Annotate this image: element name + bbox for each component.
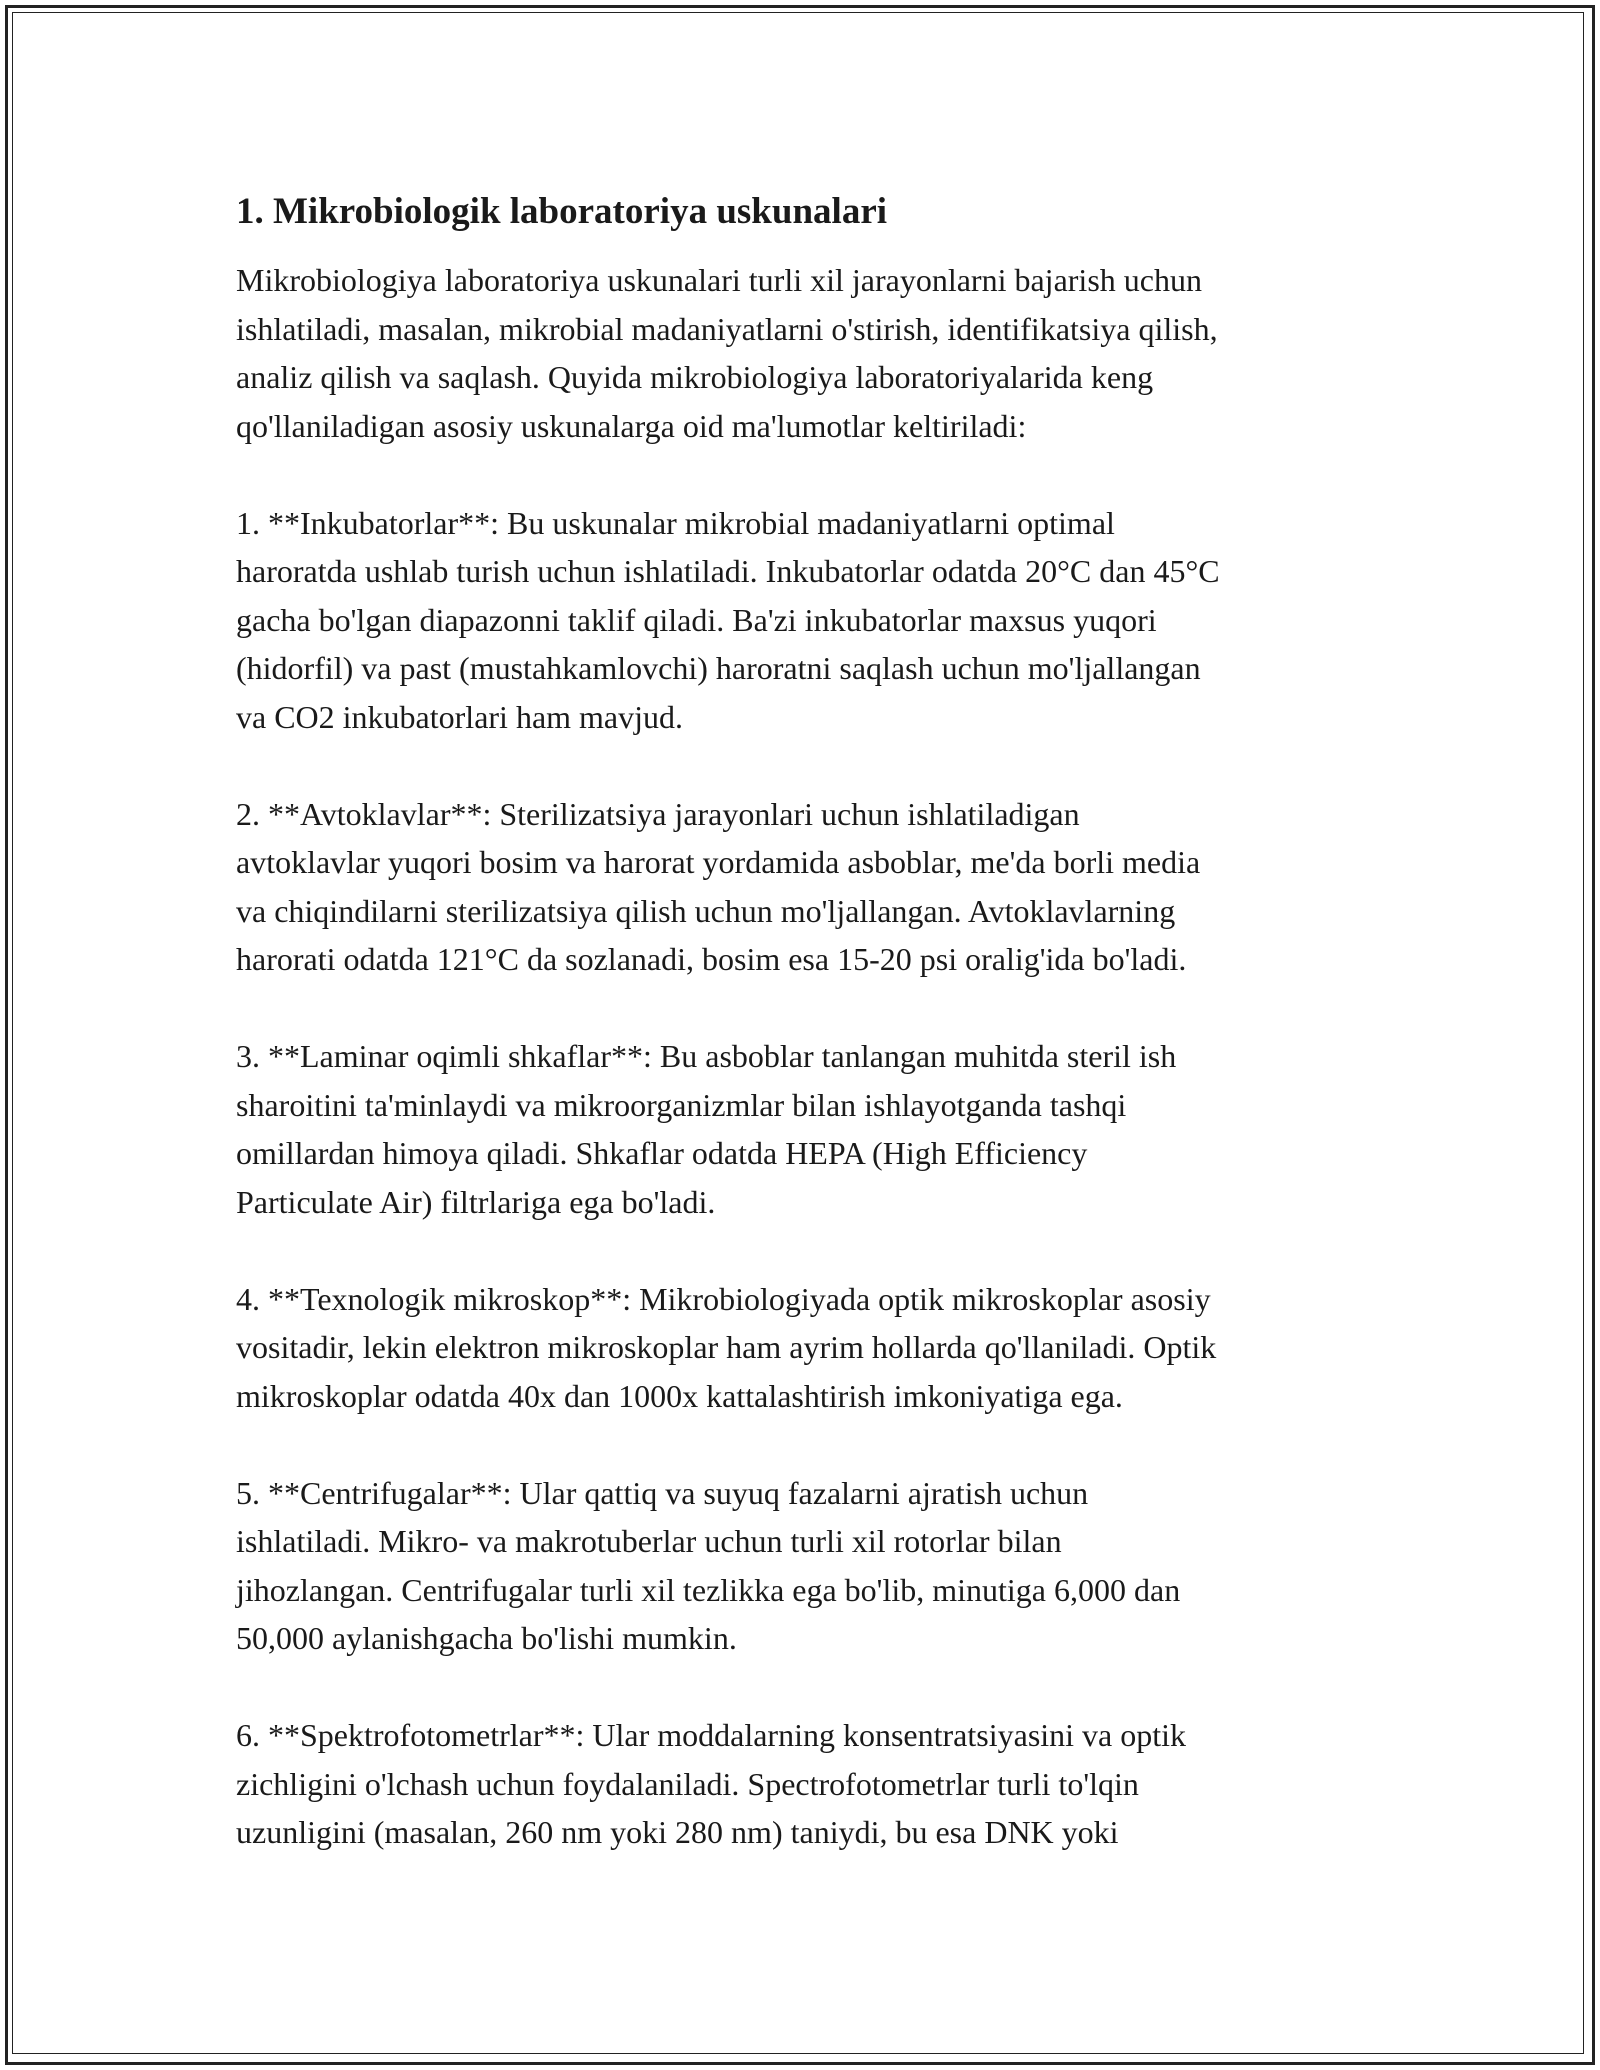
item-spectrophotometers: 6. **Spektrofotometrlar**: Ular moddalarning konsentratsiyasini va optik zichligini o'lchash uchun foydalaniladi. Spectrofotometrlar turli to'lqin uzunligini (masalan, 260 nm yoki 280 nm) taniydi, bu esa DNK yoki	[236, 1717, 1187, 1850]
intro-paragraph: Mikrobiologiya laboratoriya uskunalari turli xil jarayonlarni bajarish uchun ishlatiladi, masalan, mikrobial madaniyatlarni o'stirish, identifikatsiya qilish, analiz qilish va saqlash. Quyida mikrobiologiya laboratoriyalarida keng qo'llaniladigan asosiy uskunalarga oid ma'lumotlar keltiriladi:	[236, 262, 1218, 444]
item-autoclaves: 2. **Avtoklavlar**: Sterilizatsiya jarayonlari uchun ishlatiladigan avtoklavlar yuqori bosim va harorat yordamida asboblar, me'da borli media va chiqindilarni sterilizatsiya qilish uchun mo'ljallangan. Avtoklavlarning harorati odatda 121°C da sozlanadi, bosim esa 15-20 psi oralig'ida bo'ladi.	[236, 795, 1201, 977]
document-body	[236, 188, 1366, 1857]
item-microscope: 4. **Texnologik mikroskop**: Mikrobiologiyada optik mikroskoplar asosiy vositadir, lekin elektron mikroskoplar ham ayrim hollarda qo'llaniladi. Optik mikroskoplar odatda 40x dan 1000x kattalashtirish imkoniyatiga ega.	[236, 1280, 1217, 1414]
item-incubators: 1. **Inkubatorlar**: Bu uskunalar mikrobial madaniyatlarni optimal haroratda ushlab turish uchun ishlatiladi. Inkubatorlar odatda 20°C dan 45°C gacha bo'lgan diapazonni taklif qiladi. Ba'zi inkubatorlar maxsus yuqori (hidorfil) va past (mustahkamlovchi) haroratni saqlash uchun mo'ljallangan va CO2 inkubatorlari ham mavjud.	[236, 504, 1220, 735]
document-title: 1. Mikrobiologik laboratoriya uskunalari	[236, 191, 888, 232]
item-laminar-cabinets: 3. **Laminar oqimli shkaflar**: Bu asboblar tanlangan muhitda steril ish sharoitini ta'minlaydi va mikroorganizmlar bilan ishlayotganda tashqi omillardan himoya qiladi. Shkaflar odatda HEPA (High Efficiency Particulate Air) filtrlariga ega bo'ladi.	[236, 1038, 1177, 1220]
item-centrifuges: 5. **Centrifugalar**: Ular qattiq va suyuq fazalarni ajratish uchun ishlatiladi. Mikro- va makrotuberlar uchun turli xil rotorlar bilan jihozlangan. Centrifugalar turli xil tezlikka ega bo'lib, minutiga 6,000 dan 50,000 aylanishgacha bo'lishi mumkin.	[236, 1474, 1181, 1656]
